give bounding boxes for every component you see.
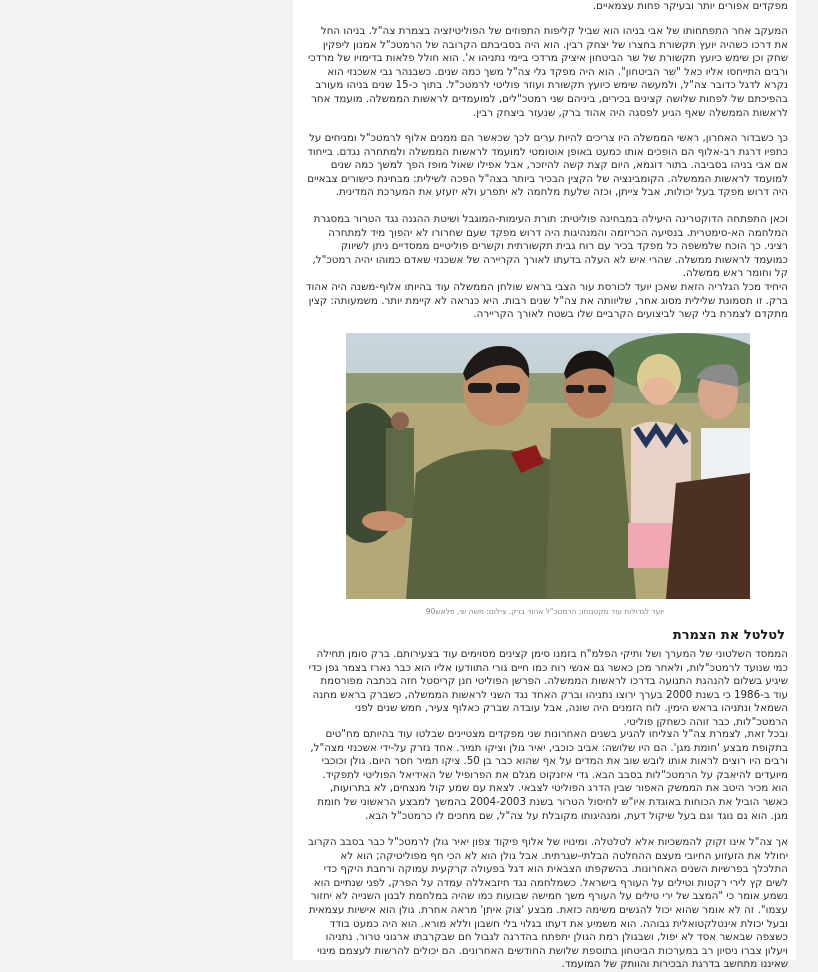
- article-paragraph-7: [304, 836, 788, 972]
- article-photo: [346, 333, 750, 599]
- paragraph-text: וכאן התפתחה הדוקטרינה היעילה במבחינה פוליטית: תורת העימות-המוגבל ושיטת ההגנה נגד הטרור במסגרת המלחמה הא-סימטרית. בנסיעה הכריזמה והמנהיגות היה דרוש מפקד שעם שחרורו לא יהפוך מיד למתחרה רציני. כך הוכח שלמשפה כל מפקד בכיר עם רוח גבית תקשורתית וקשרים פוליטיים ממסדיים ניתן לשיווק כמועמד לראשות ממשלה. שהרי איש לא העלה בדעתו לאורך הקריירה של אשכנזי שאדם כמוהו יהיה רמטכ"ל, קל וחומר ראש ממשלה.: [312, 213, 788, 280]
- paragraph-text: המעקב אחר התפתחותו של אבי בניהו הוא שביל קליפות התפוזים של הפוליטיזציה בצמרת צה"ל. בניהו החל את דרכו כשהיה יועץ תקשורת בחצרו של יצחק רבין. הוא היה בסביבתם הקרובה של הרמטכ"ל אמנון ליפקין שחק וכן שימש כיועץ תקשורת של שר הביטחון איציק מרדכי ביימי נתניהו א'. הוא חולל פלאות בדימויו של מרדכי ורבים התייחסו אליו כאל "שר הביטחון". הוא היה מפקד גלי צה"ל משך כמה שנים. כשבנהר גבי אשכנזי הוא נקרא לדגל כדובר צה"ל, ולמעשה שימש כיועץ תקשורת ועוזר פוליטי לרמטכ"ל. בתוך כ-15 שנים בניהו מעורב בהפיכתם של לפחות שלושה קצינים בכירים, ביניהם שני רמטכ"לים, למועמדים לראשות הממשלה. מועמד אחר לראשות הממשלה שאף הגיע לפסגה היה אהוד ברק, שנעזר ביצחק רבין.: [307, 25, 788, 119]
- article-paragraph-4: [304, 281, 788, 322]
- paragraph-text: כך כשבדור האחרון, ראשי הממשלה היו צריכים להיות ערים לכך שכאשר הם ממנים אלוף לרמטכ"ל ומניחים על כתפיו דרגת רב-אלוף הם הופכים אותו כמעט באופן אוטומטי למועמד לראשות הממשלה ולמתחרה נגדם. בייחוד אם אבי בניהו בסביבה. בתור דוגמא, היום קצת קשה להיזכר, אבל אפילו שאול מופז הפך למשך כמה שנים למועמד לראשות הממשלה. הקומבינציה של הקצין הבכיר ביותר בצה"ל הפכה לשילית: מבחינת כישורים צבאיים היה דרוש מפקד בעל יכולות, אבל צייתן, וכזה שלעת מלחמה לא יתפרע ולא יזעזע את המערכת המדינית.: [307, 132, 788, 199]
- paragraph-text: אך צה"ל אינו זקוק להמשכיות אלא לטלטלה. ומינויו של אלוף פיקוד צפון יאיר גולן לרמטכ"ל כבר בסבב הקרוב יחולל את הזעזוע החיובי מעצם ההחלטה הבלתי-שגרתית. אבל גולן הוא לא הכי חף מפוליטיקה; הוא לא התלכלך בפרשיות השנים האחרונות. בהשקפתו הצבאית הוא דגל בפעולה קרקעית עמוקה ורחבת היקף כדי לשים קץ לירי רקטות וטילים על העורף בישראל. כשמלחמה נגד חיזבאללה עמדה על הפרק, לפני שנתיים הוא נשמע אומר כי "המצב של ירי טילים על העורף משך חמישה שבועות כמו שהיה במלחמת לבנון השנייה לא יחזור עצמו". זה לא אומר שהוא יכול להגשים משימה כזאת. מבצע 'צוק איתן' מראה אחרת. גולן הוא אישיות עצמאית ובעל יכולת אינטלקטואלית גבוהה. הוא משמיע את דעתו בגלוי בלי חשבון וללא מורא. הוא היה כמעט בודד כשצפה שבאשר אסד לא יפול, ושבגולן רמת הגולן יתפתח בהדרגה לגבול חם שבקרבתו ארגוני טרור. נתניהו ויעלון צברו ניסיון רב במערכות הביטחון בתוספת שלושת החודשים האחרונים. הם יכולים להרשות לעצמם מינוי שאיננו מתחשב בדרגת הבכירות והוותק של המועמד.: [307, 836, 788, 971]
- article-top-line: [304, 0, 788, 14]
- section-heading: לטלטל את הצמרת: [672, 628, 785, 643]
- paragraph-text: ובכל זאת, לצמרת צה"ל הצליחו להגיע בשנים האחרונות שני מפקדים מצטיינים שבלטו עוד בהיותם מח"טים בתקופת מבצע 'חומת מגן'. הם היו שלושה: אביב כוכבי, יאיר גולן וציקו תמיר. אחד נזרק על-ידי אשכנזי מצה"ל, ורבים היו רוצים לראות אותו לובש שוב את המדים על אף שהוא כבר בן 50. ציקו תמיר חסר היום. גולן וכוכבי מיועדים להיאבק על הרמטכ"לות בסבב הבא. גדי איזנקוט מגלם את הפרופיל של האידיאל הפוליטי לתפקיד. הוא מכיר היטב את הממשק האפור שבין הדרג הפוליטי לצבאי. לצאת עם שמע קול מנצחים, לא בתרועות, כאשר הוביל את הכוחות באוגדת איו"ש לחיסול הטרור בשנת 2004-2003 בהמשך למבצע הראשוני של חומת מגן. הוא גם נוגד וגם בעל שיקול דעת, ומנהיגותו מקובלת על צה"ל, שם מחכים לו כרמטכ"ל הבא.: [310, 728, 788, 822]
- top-line-text: מפקדים אפורים יותר ובעיקר פחות עצמאיים.: [592, 0, 788, 12]
- photo-illustration: [346, 333, 750, 599]
- article-paragraph-5: [304, 648, 788, 730]
- article-paragraph-3: [304, 213, 788, 281]
- paragraph-text: הממסד השלטוני של המערך ושל ותיקי הפלמ"ח בזמנו סימן קצינים מסוימים עוד בצעירותם. ברק סומן תחילה כמי שנועד לרמטכ"לות, ולאחר מכן כאשר גם אנשי רוח כמו חיים גורי התוודעו אליו הוא כבר נארז בצמר גפן כדי שיגיע בשלום להנהגת התנועה בדרכו לראשות הממשלה. הפרשן הפוליטי חנן קריסטל חזה בכתבה מפורסמת עוד ב-1986 כי בשנת 2000 בערך ירוצו נתניהו וברק האחד נגד השני לראשות הממשלה, כשברק בראש מחנה השמאל ונתניהו בראש הימין. לוח הזמנים היה שונה, אבל עובדה שברק כאלוף צעיר, חמש שנים לפני הרמטכ"לות, כבר זוהה כשחקן פוליטי.: [308, 648, 788, 728]
- article-paragraph-6: [304, 728, 788, 823]
- caption-text: יועד לגדולות עוד מקטנותו; הרמטכ"ל אהוד ברק. צילום: משה שי, פלאש90: [425, 607, 664, 616]
- paragraph-text: היחיד מכל הגלריה הזאת שאכן יועד לכורסת עור הצבי בראש שולחן הממשלה עוד בהיותו אלוף-משנה היה אהוד ברק. זו תסמונת שלילית מסוג אחר, שליוותה את צה"ל שנים רבות. היא כנראה לא קיימת יותר. משמעותה: קצין מתקדם לצמרת בלי קשר לביצועים הקרביים שלו בשטח לאורך הקריירה.: [305, 281, 788, 321]
- photo-caption: [346, 607, 664, 617]
- article-paragraph-2: [304, 132, 788, 200]
- article-paragraph-1: [304, 25, 788, 120]
